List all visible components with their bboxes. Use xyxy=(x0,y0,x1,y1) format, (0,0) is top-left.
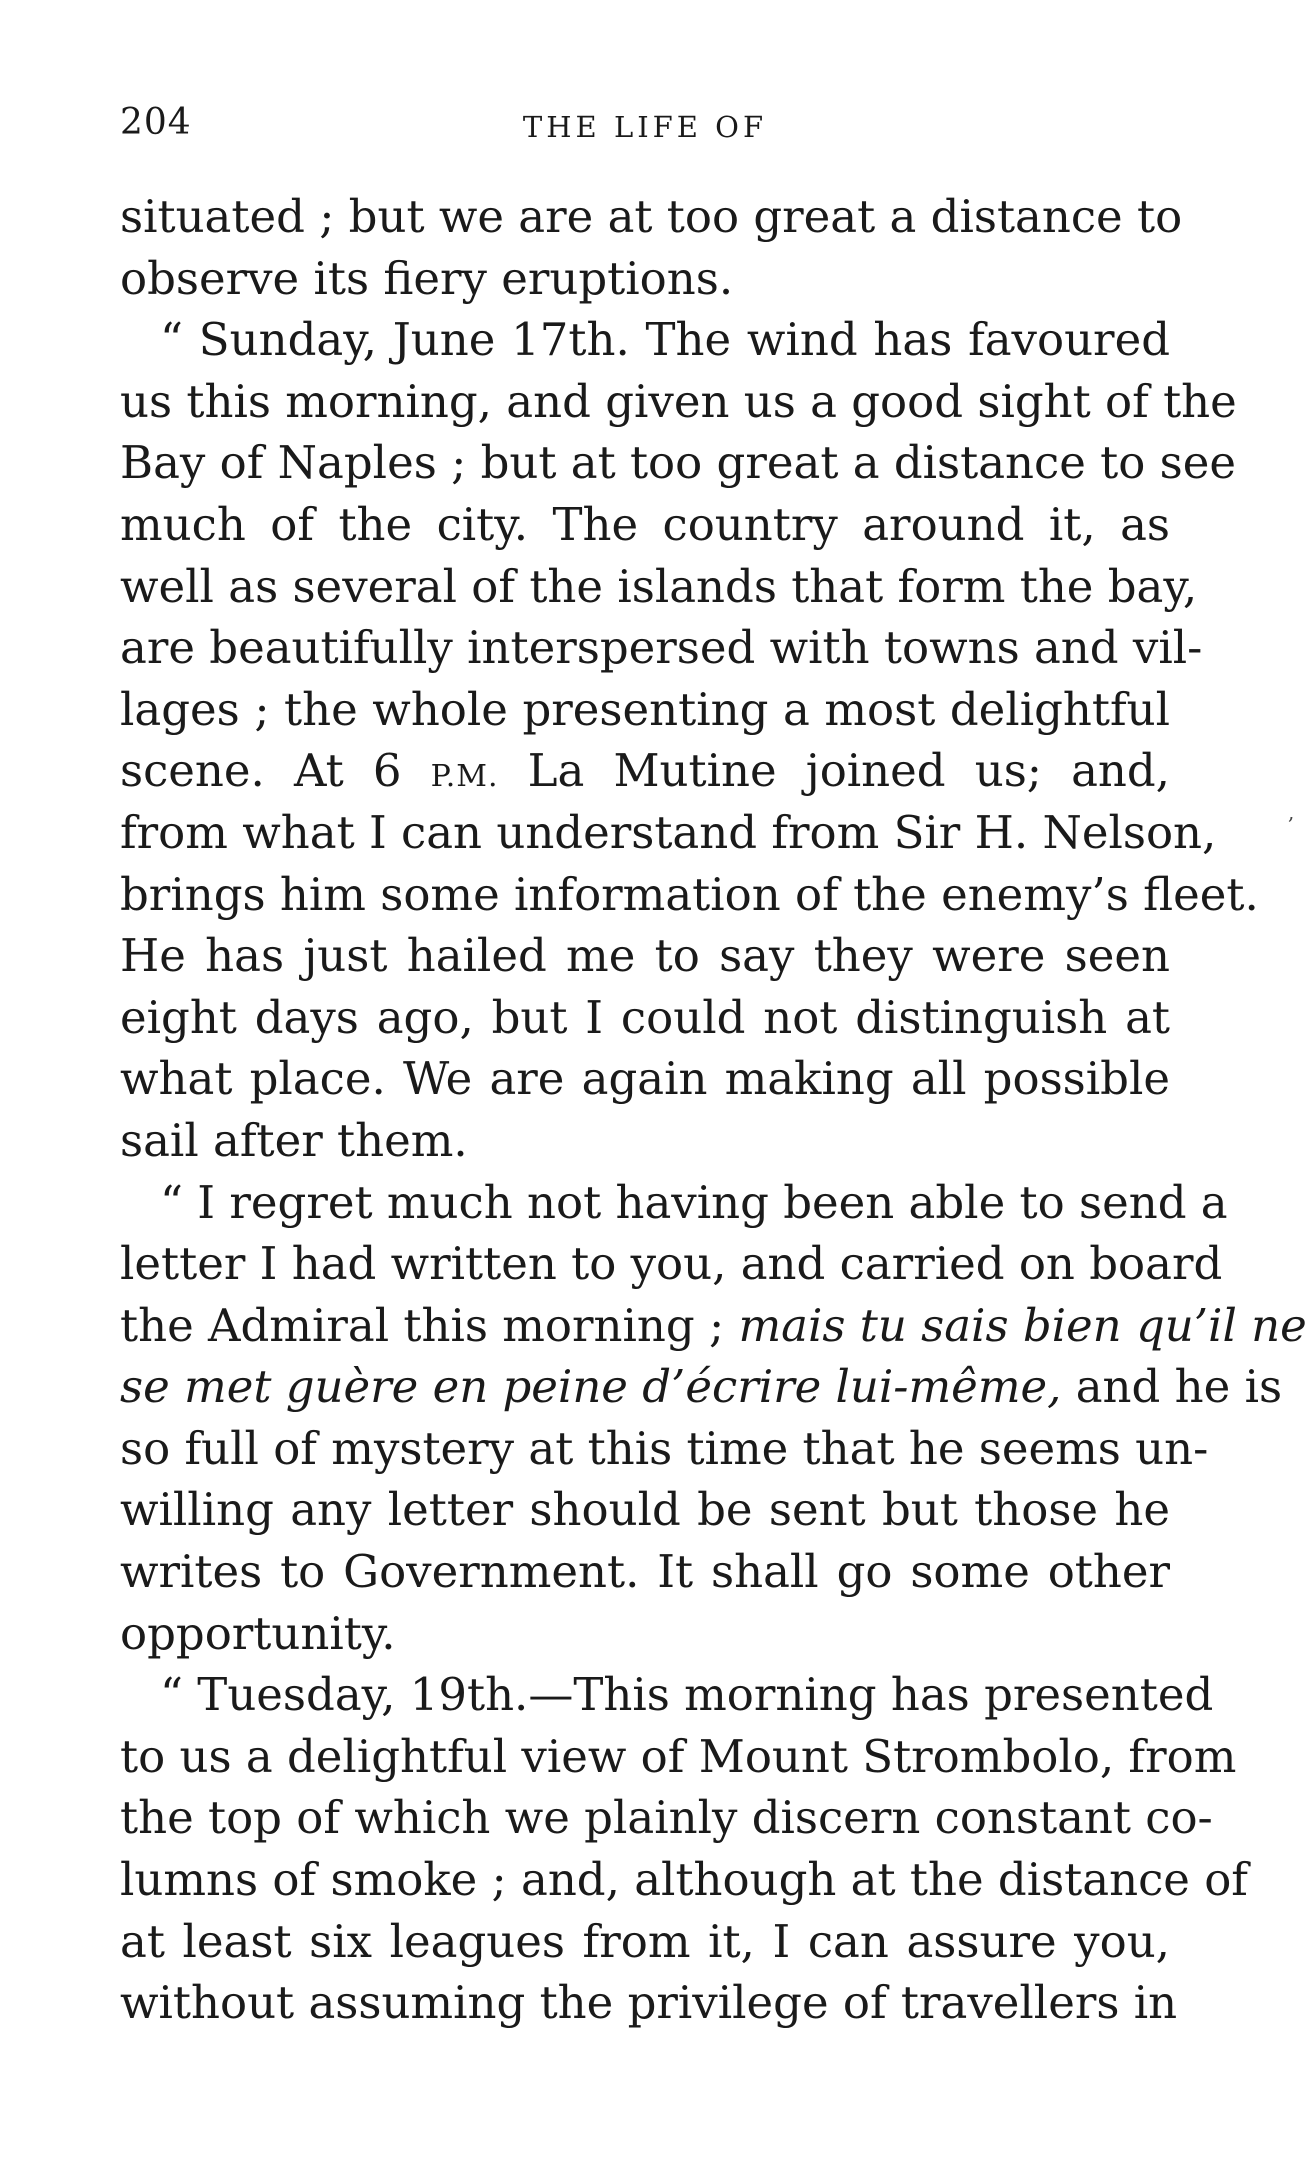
text-run-text: letter I had written to you, and carried on board xyxy=(120,1237,1223,1291)
text-run-text: are beautifully interspersed with towns and vil- xyxy=(120,621,1203,675)
text-line xyxy=(120,248,1170,310)
text-run-text: “ Tuesday, 19th.—This morning has presented xyxy=(160,1668,1214,1722)
text-line xyxy=(120,987,1170,1049)
running-title: THE LIFE OF xyxy=(522,110,768,144)
body-text xyxy=(120,186,1307,2034)
text-line xyxy=(120,1233,1223,1295)
text-line xyxy=(120,1911,1170,1973)
text-line xyxy=(120,494,1170,556)
text-run-text: He has just hailed me to say they were seen xyxy=(120,929,1170,983)
text-line xyxy=(120,740,1170,802)
text-run-post: and he is xyxy=(1061,1360,1283,1414)
text-run-text: lages ; the whole presenting a most delightful xyxy=(120,682,1170,736)
page-number: 204 xyxy=(120,102,192,143)
text-line xyxy=(120,802,1217,864)
text-run-text: sail after them. xyxy=(120,1113,468,1167)
text-run-text: without assuming the privilege of travellers in xyxy=(120,1976,1178,2030)
text-run-post: La Mutine joined us; and, xyxy=(498,744,1170,798)
stray-mark: , xyxy=(1288,800,1295,824)
text-run-text: observe its fiery eruptions. xyxy=(120,251,734,305)
text-line xyxy=(120,1787,1213,1849)
text-line xyxy=(120,432,1236,494)
text-line xyxy=(120,1541,1170,1603)
text-run-text: “ I regret much not having been able to send a xyxy=(160,1175,1228,1229)
text-run-text: eight days ago, but I could not distinguish at xyxy=(120,990,1170,1044)
text-line xyxy=(120,1972,1178,2034)
text-run-text: what place. We are again making all possible xyxy=(120,1052,1170,1106)
text-line xyxy=(120,1172,1228,1234)
text-run-small: P.M. xyxy=(430,759,499,795)
text-line xyxy=(120,679,1170,741)
text-run-text: situated ; but we are at too great a distance to xyxy=(120,190,1183,243)
text-line xyxy=(120,1664,1214,1726)
text-run-text: “ Sunday, June 17th. The wind has favoured xyxy=(160,313,1170,367)
text-run-italic: se met guère en peine d’écrire lui-même, xyxy=(120,1360,1062,1414)
text-line xyxy=(120,1603,1170,1665)
text-run-text: at least six leagues from it, I can assure you, xyxy=(120,1914,1170,1968)
text-line xyxy=(120,864,1259,926)
text-line xyxy=(120,1295,1307,1357)
text-run-text: us this morning, and given us a good sight of the xyxy=(120,374,1237,428)
text-line xyxy=(120,925,1170,987)
text-run-text: willing any letter should be sent but those he xyxy=(120,1483,1170,1537)
text-line xyxy=(120,617,1203,679)
text-run-text: well as several of the islands that form the bay, xyxy=(120,559,1198,613)
text-line xyxy=(120,186,1183,248)
text-run-text: much of the city. The country around it, as xyxy=(120,497,1170,551)
text-run-text: brings him some information of the enemy’s fleet. xyxy=(120,867,1259,921)
text-run-text: to us a delightful view of Mount Strombolo, from xyxy=(120,1729,1237,1783)
text-run-text: Bay of Naples ; but at too great a distance to see xyxy=(120,436,1236,490)
text-run-text: lumns of smoke ; and, although at the distance of xyxy=(120,1853,1248,1907)
text-line xyxy=(120,371,1237,433)
text-run-text: the top of which we plainly discern constant co- xyxy=(120,1791,1213,1845)
text-run-text: from what I can understand from Sir H. Nelson, xyxy=(120,805,1217,859)
text-line xyxy=(120,556,1198,618)
text-run-text: writes to Government. It shall go some other xyxy=(120,1545,1170,1599)
text-line xyxy=(120,1356,1283,1418)
text-run-text: so full of mystery at this time that he seems un- xyxy=(120,1421,1209,1475)
text-run-text: opportunity. xyxy=(120,1606,396,1660)
text-line xyxy=(120,309,1170,371)
page-header xyxy=(120,102,1170,152)
text-run-pre: scene. At 6 xyxy=(120,744,431,798)
text-line xyxy=(120,1849,1248,1911)
text-line xyxy=(120,1726,1237,1788)
text-line xyxy=(120,1479,1170,1541)
text-run-italic: mais tu sais bien qu’il ne xyxy=(738,1298,1307,1352)
text-run-pre: the Admiral this morning ; xyxy=(120,1298,739,1352)
text-line xyxy=(120,1418,1209,1480)
text-line xyxy=(120,1110,1170,1172)
text-line xyxy=(120,1048,1170,1110)
